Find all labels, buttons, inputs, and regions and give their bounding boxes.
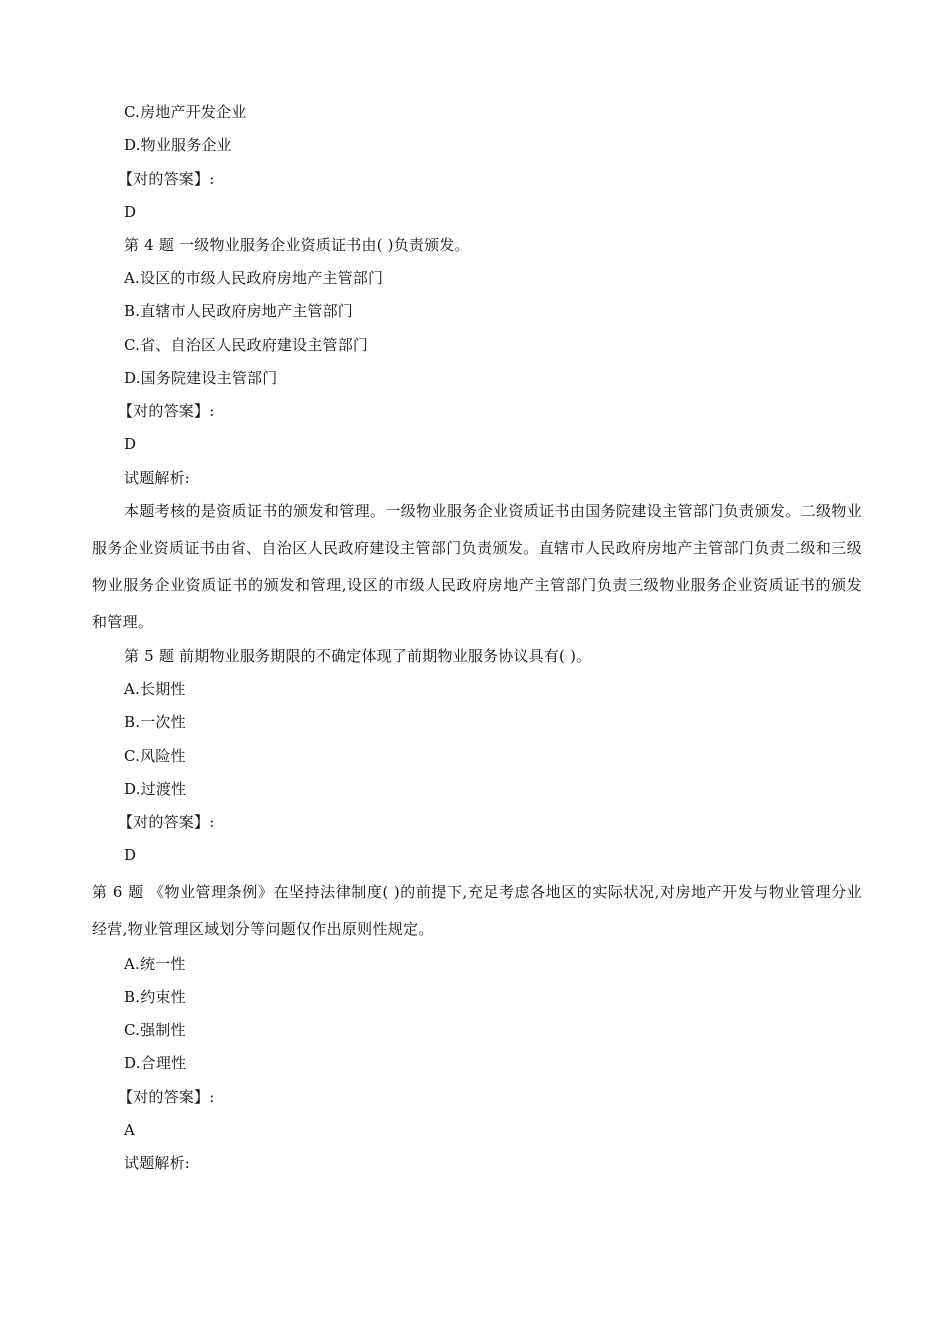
q4-answer-label: 【对的答案】: [118,402,215,420]
q5-answer-label: 【对的答案】: [118,813,215,831]
q4-question: 第 4 题 一级物业服务企业资质证书由( )负责颁发。 [124,236,470,254]
q6-option-c: C.强制性 [124,1021,186,1039]
q4-analysis-label: 试题解析: [124,469,191,487]
q6-option-a: A.统一性 [124,955,186,973]
q5-question: 第 5 题 前期物业服务期限的不确定体现了前期物业服务协议具有( )。 [124,647,592,665]
q6-option-b: B.约束性 [124,988,186,1006]
q4-analysis-text: 本题考核的是资质证书的颁发和管理。一级物业服务企业资质证书由国务院建设主管部门负责颁发。二级物业服务企业资质证书由省、自治区人民政府建设主管部门负责颁发。直辖市人民政府房地产主管部门负责二级和三级物业服务企业资质证书的颁发和管理,设区的市级人民政府房地产主管部门负责三级物业服务企业资质证书的颁发和管理。 [92,502,862,631]
q3-option-c: C.房地产开发企业 [124,103,247,121]
q4-option-a: A.设区的市级人民政府房地产主管部门 [124,269,384,287]
q6-answer-label: 【对的答案】: [118,1088,215,1106]
q5-option-a: A.长期性 [124,680,186,698]
q4-option-d: D.国务院建设主管部门 [124,369,278,387]
q5-answer: D [124,846,137,864]
q3-option-d: D.物业服务企业 [124,136,232,154]
q4-answer: D [124,435,137,453]
q4-option-c: C.省、自治区人民政府建设主管部门 [124,336,369,354]
q5-option-b: B.一次性 [124,713,186,731]
q6-answer: A [124,1121,136,1139]
q3-answer: D [124,203,137,221]
q5-option-d: D.过渡性 [124,780,187,798]
q3-answer-label: 【对的答案】: [118,170,215,188]
q6-option-d: D.合理性 [124,1054,187,1072]
q6-question: 第 6 题 《物业管理条例》在坚持法律制度( )的前提下,充足考虑各地区的实际状况,对房地产开发与物业管理分业经营,物业管理区域划分等问题仅作出原则性规定。 [92,883,862,938]
q5-option-c: C.风险性 [124,747,186,765]
q6-analysis-label: 试题解析: [124,1154,191,1172]
q4-option-b: B.直辖市人民政府房地产主管部门 [124,302,353,320]
